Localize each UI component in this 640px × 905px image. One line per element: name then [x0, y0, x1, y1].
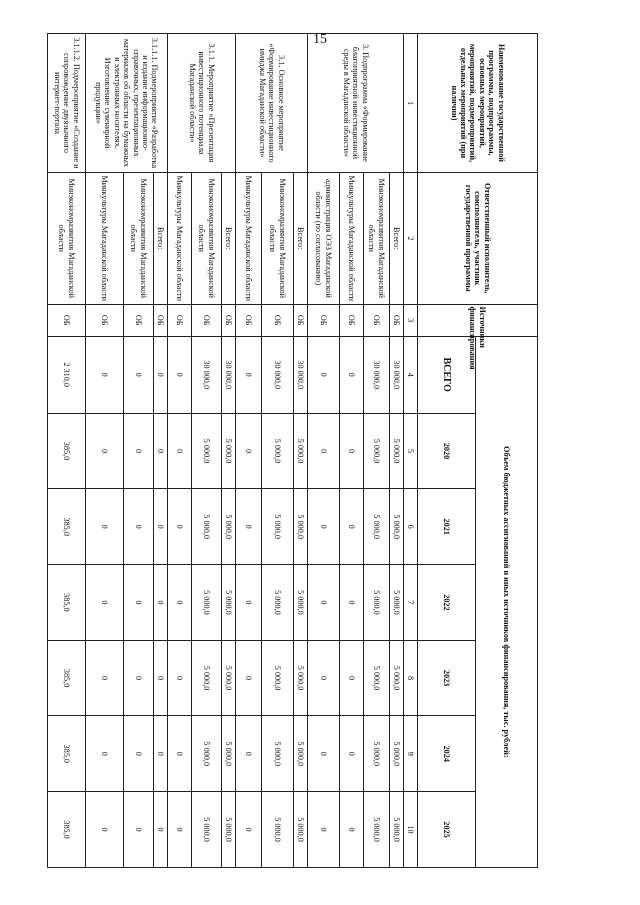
- year-value-cell: 5 000,0: [390, 413, 404, 489]
- executor-cell: Всего:: [390, 172, 404, 304]
- year-value-cell: 0: [308, 640, 340, 716]
- total-value-cell: 30 000,0: [390, 336, 404, 413]
- total-value-cell: 0: [308, 336, 340, 413]
- year-value-cell: 385,0: [48, 413, 86, 489]
- col-number: 7: [404, 565, 418, 641]
- executor-cell: Минкультуры Магаданской области: [86, 172, 124, 304]
- executor-cell: Всего:: [154, 172, 168, 304]
- table-row: [154, 34, 168, 868]
- executor-cell: Минкультуры Магаданской области: [236, 172, 262, 304]
- year-value-cell: 0: [168, 489, 192, 565]
- year-value-cell: 5 000,0: [364, 716, 390, 792]
- header-year-2025: 2025: [418, 792, 476, 868]
- total-value-cell: 0: [236, 336, 262, 413]
- year-value-cell: 5 000,0: [262, 792, 294, 868]
- year-value-cell: 0: [168, 413, 192, 489]
- year-value-cell: 0: [340, 489, 364, 565]
- year-value-cell: 5 000,0: [192, 565, 222, 641]
- year-value-cell: 0: [154, 716, 168, 792]
- year-value-cell: 0: [168, 792, 192, 868]
- year-value-cell: 385,0: [48, 716, 86, 792]
- year-value-cell: 0: [308, 716, 340, 792]
- year-value-cell: 5 000,0: [222, 413, 236, 489]
- executor-cell: Всего:: [222, 172, 236, 304]
- source-cell: ОБ: [168, 304, 192, 336]
- year-value-cell: 0: [168, 565, 192, 641]
- year-value-cell: 5 000,0: [390, 565, 404, 641]
- year-value-cell: 0: [124, 489, 154, 565]
- total-value-cell: 0: [86, 336, 124, 413]
- year-value-cell: 5 000,0: [262, 489, 294, 565]
- year-value-cell: 0: [124, 413, 154, 489]
- year-value-cell: 0: [308, 413, 340, 489]
- year-value-cell: 0: [236, 792, 262, 868]
- table-body: [48, 34, 404, 868]
- header-funding: Объем бюджетных ассигнований и иных источников финансирования, тыс. рублей:: [476, 336, 538, 867]
- year-value-cell: 5 000,0: [294, 489, 308, 565]
- total-value-cell: 30 000,0: [192, 336, 222, 413]
- year-value-cell: 5 000,0: [294, 640, 308, 716]
- year-value-cell: 5 000,0: [192, 716, 222, 792]
- year-value-cell: 5 000,0: [390, 640, 404, 716]
- header-year-2024: 2024: [418, 716, 476, 792]
- source-cell: ОБ: [48, 304, 86, 336]
- year-value-cell: 0: [340, 640, 364, 716]
- total-value-cell: 0: [124, 336, 154, 413]
- year-value-cell: 5 000,0: [222, 792, 236, 868]
- year-value-cell: 0: [308, 792, 340, 868]
- source-cell: ОБ: [294, 304, 308, 336]
- year-value-cell: 5 000,0: [262, 716, 294, 792]
- program-name-cell: 3.1.1.2. Подмероприятие «Создание и сопровождение двуязычного интернет-портала: [48, 34, 86, 173]
- header-source: Источники финансирования: [418, 304, 538, 336]
- table-row: [222, 34, 236, 868]
- col-number: 1: [404, 34, 418, 173]
- year-value-cell: 0: [86, 640, 124, 716]
- year-value-cell: 5 000,0: [192, 640, 222, 716]
- year-value-cell: 0: [124, 640, 154, 716]
- col-number: 8: [404, 640, 418, 716]
- total-value-cell: 30 000,0: [294, 336, 308, 413]
- year-value-cell: 385,0: [48, 489, 86, 565]
- header-year-2020: 2020: [418, 413, 476, 489]
- year-value-cell: 0: [340, 413, 364, 489]
- year-value-cell: 5 000,0: [192, 413, 222, 489]
- year-value-cell: 5 000,0: [364, 565, 390, 641]
- program-name-cell: 3.1.1. Мероприятие «Презентация инвестиционного потенциала Магаданской области»: [168, 34, 236, 173]
- year-value-cell: 0: [86, 489, 124, 565]
- executor-cell: Минэкономразвития Магаданской области: [124, 172, 154, 304]
- year-value-cell: 0: [236, 640, 262, 716]
- year-value-cell: 5 000,0: [294, 565, 308, 641]
- source-cell: ОБ: [124, 304, 154, 336]
- column-number-row: [404, 34, 418, 868]
- table-row: [294, 34, 308, 868]
- year-value-cell: 5 000,0: [262, 413, 294, 489]
- total-value-cell: 0: [340, 336, 364, 413]
- source-cell: ОБ: [154, 304, 168, 336]
- source-cell: ОБ: [236, 304, 262, 336]
- year-value-cell: 5 000,0: [364, 792, 390, 868]
- total-value-cell: 30 000,0: [222, 336, 236, 413]
- col-number: 10: [404, 792, 418, 868]
- source-cell: ОБ: [86, 304, 124, 336]
- year-value-cell: 0: [154, 489, 168, 565]
- page-number: 15: [313, 32, 327, 47]
- year-value-cell: 0: [154, 565, 168, 641]
- executor-cell: Минэкономразвития Магаданской области: [48, 172, 86, 304]
- year-value-cell: 0: [236, 716, 262, 792]
- source-cell: ОБ: [308, 304, 340, 336]
- year-value-cell: 0: [308, 489, 340, 565]
- year-value-cell: 5 000,0: [364, 489, 390, 565]
- year-value-cell: 0: [86, 792, 124, 868]
- source-cell: ОБ: [340, 304, 364, 336]
- year-value-cell: 5 000,0: [294, 716, 308, 792]
- year-value-cell: 5 000,0: [390, 792, 404, 868]
- year-value-cell: 5 000,0: [390, 489, 404, 565]
- header-total: ВСЕГО: [418, 336, 476, 413]
- year-value-cell: 0: [236, 413, 262, 489]
- year-value-cell: 5 000,0: [294, 413, 308, 489]
- year-value-cell: 5 000,0: [222, 640, 236, 716]
- year-value-cell: 0: [236, 565, 262, 641]
- year-value-cell: 0: [168, 716, 192, 792]
- program-name-cell: 3.1.1.1. Подмероприятие «Разработка и издание информационно-справочных, презентационных материалов об области на бумажных и электронных носителях. Изготовление сувенирной продукции»: [86, 34, 168, 173]
- year-value-cell: 5 000,0: [222, 489, 236, 565]
- year-value-cell: 0: [154, 413, 168, 489]
- table-row: [390, 34, 404, 868]
- year-value-cell: 0: [124, 792, 154, 868]
- year-value-cell: 5 000,0: [192, 489, 222, 565]
- funding-table: [47, 33, 538, 868]
- source-cell: ОБ: [192, 304, 222, 336]
- source-cell: ОБ: [222, 304, 236, 336]
- executor-cell: Минэкономразвития Магаданской области: [262, 172, 294, 304]
- header-year-2022: 2022: [418, 565, 476, 641]
- executor-cell: Всего:: [294, 172, 308, 304]
- year-value-cell: 0: [86, 565, 124, 641]
- year-value-cell: 0: [124, 565, 154, 641]
- executor-cell: Минэкономразвития Магаданской области: [364, 172, 390, 304]
- header-year-2023: 2023: [418, 640, 476, 716]
- year-value-cell: 5 000,0: [262, 565, 294, 641]
- executor-cell: Минкультуры Магаданской области: [168, 172, 192, 304]
- source-cell: ОБ: [364, 304, 390, 336]
- col-number: 5: [404, 413, 418, 489]
- year-value-cell: 5 000,0: [364, 640, 390, 716]
- total-value-cell: 2 310,0: [48, 336, 86, 413]
- col-number: 2: [404, 172, 418, 304]
- year-value-cell: 0: [340, 716, 364, 792]
- source-cell: ОБ: [262, 304, 294, 336]
- executor-cell: Минэкономразвития Магаданской области: [192, 172, 222, 304]
- year-value-cell: 0: [86, 716, 124, 792]
- year-value-cell: 0: [168, 640, 192, 716]
- year-value-cell: 0: [340, 792, 364, 868]
- col-number: 6: [404, 489, 418, 565]
- col-number: 4: [404, 336, 418, 413]
- year-value-cell: 5 000,0: [192, 792, 222, 868]
- year-value-cell: 0: [154, 792, 168, 868]
- year-value-cell: 5 000,0: [294, 792, 308, 868]
- header-year-2021: 2021: [418, 489, 476, 565]
- year-value-cell: 0: [124, 716, 154, 792]
- program-name-cell: 3. Подпрограмма «Формирование благоприятной инвестиционной среды в Магаданской области»: [308, 34, 404, 173]
- year-value-cell: 0: [308, 565, 340, 641]
- header-executor: Ответственный исполнитель, соисполнитель, участник государственной программы: [418, 172, 538, 304]
- year-value-cell: 5 000,0: [222, 565, 236, 641]
- total-value-cell: 0: [154, 336, 168, 413]
- year-value-cell: 5 000,0: [222, 716, 236, 792]
- year-value-cell: 5 000,0: [390, 716, 404, 792]
- total-value-cell: 30 000,0: [364, 336, 390, 413]
- col-number: 3: [404, 304, 418, 336]
- year-value-cell: 5 000,0: [364, 413, 390, 489]
- year-value-cell: 385,0: [48, 640, 86, 716]
- year-value-cell: 5 000,0: [262, 640, 294, 716]
- year-value-cell: 0: [86, 413, 124, 489]
- executor-cell: Минкультуры Магаданской области: [340, 172, 364, 304]
- program-name-cell: 3.1. Основное мероприятие «Формирование инвестиционного имиджа Магаданской области»: [236, 34, 308, 173]
- table-row: [48, 34, 86, 868]
- total-value-cell: 30 000,0: [262, 336, 294, 413]
- year-value-cell: 0: [340, 565, 364, 641]
- year-value-cell: 385,0: [48, 565, 86, 641]
- year-value-cell: 0: [154, 640, 168, 716]
- source-cell: ОБ: [390, 304, 404, 336]
- total-value-cell: 0: [168, 336, 192, 413]
- rotated-table-container: [52, 33, 538, 868]
- year-value-cell: 385,0: [48, 792, 86, 868]
- year-value-cell: 0: [236, 489, 262, 565]
- col-number: 9: [404, 716, 418, 792]
- header-name: Наименование государственной программы, подпрограммы, основных мероприятий, мероприятий, подмероприятий, отдельных мероприятий (при наличии): [418, 34, 538, 173]
- executor-cell: администрация ОЭЗ Магаданской области (по согласованию): [308, 172, 340, 304]
